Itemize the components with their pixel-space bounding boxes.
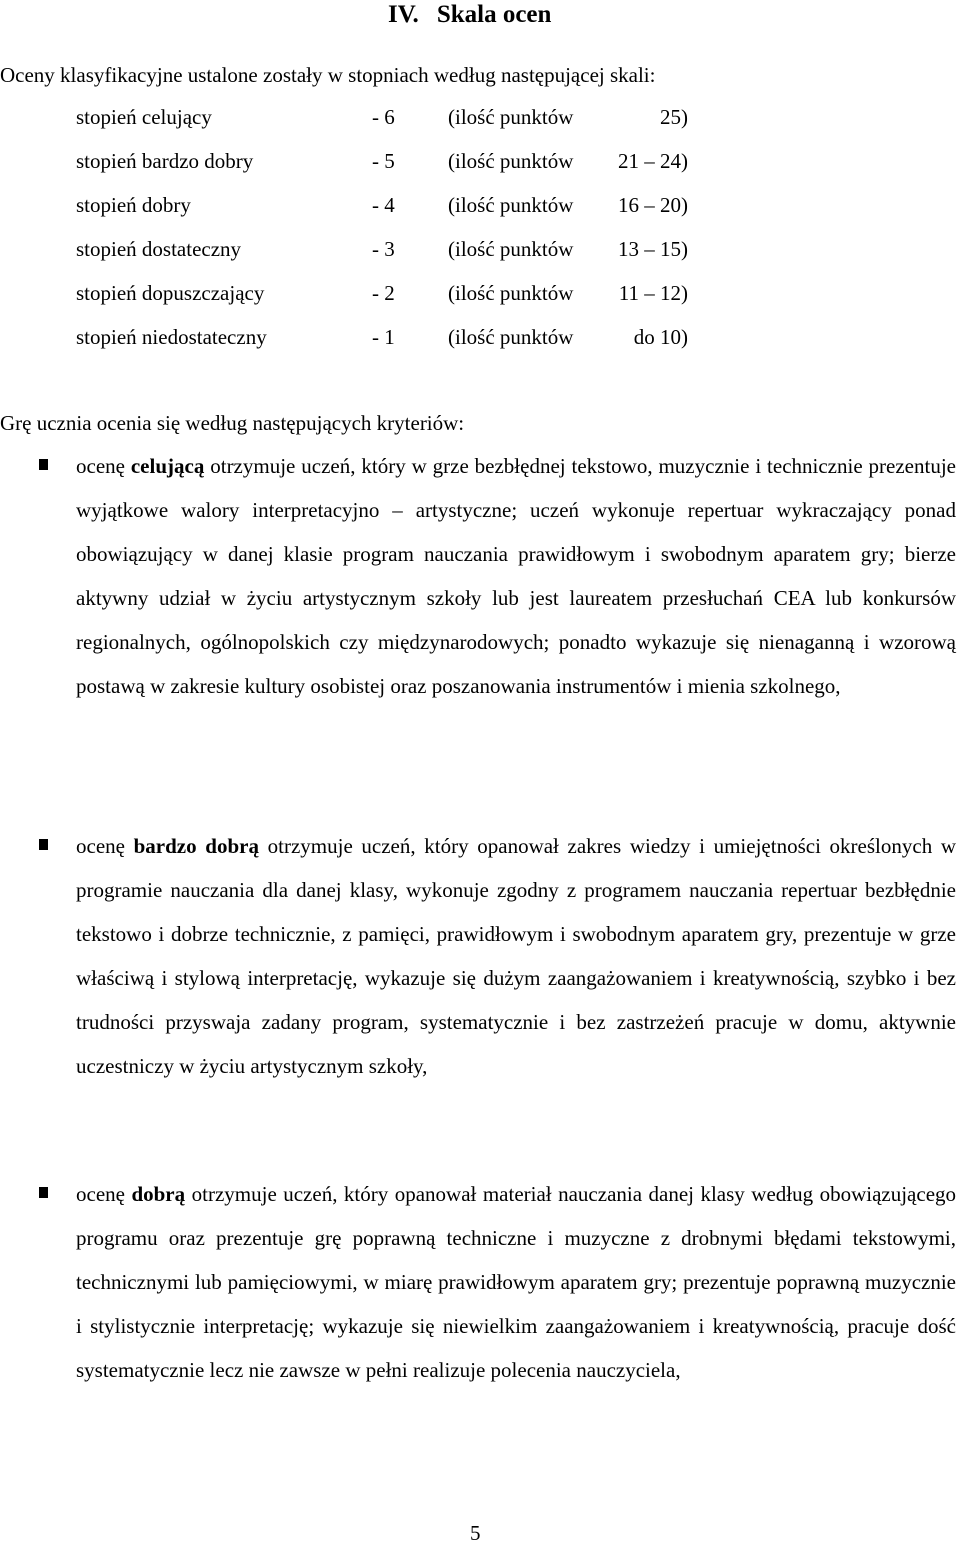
grade-value: - 2 (372, 281, 395, 305)
grade-points-label: (ilość punktów (448, 281, 574, 305)
criterion-lead: ocenę (76, 834, 125, 858)
criterion-grade: celującą (130, 454, 205, 478)
grade-name: stopień bardzo dobry (76, 149, 254, 173)
criterion-very-good (76, 824, 956, 1088)
grade-name: stopień dobry (76, 193, 191, 217)
grade-row (76, 324, 716, 368)
grade-row (76, 148, 716, 192)
criteria-intro: Grę ucznia ocenia się według następujących kryteriów: (0, 411, 465, 435)
grade-value: - 6 (372, 105, 395, 129)
grade-points: 21 – 24) (618, 149, 688, 173)
grade-row (76, 236, 716, 280)
grade-row (76, 104, 716, 148)
criterion-text: otrzymuje uczeń, który w grze bezbłędnej tekstowo, muzycznie i technicznie prezentuje wyjątkowe walory interpretacyjno – artystyczne; uczeń wykonuje repertuar wykraczający ponad obowiązujący w danej klasie program nauczania prawidłowym i swobodnym aparatem gry; bierze aktywny udział w życiu artystycznym szkoły lub jest laureatem przesłuchań CEA lub konkursów regionalnych, ogólnopolskich czy międzynarodowych; ponadto wykazuje się nienaganną i wzorową postawą w zakresie kultury osobistej oraz poszanowania instrumentów i mienia szkolnego, (76, 454, 956, 698)
criterion-good (76, 1172, 956, 1392)
grade-points: do 10) (633, 325, 688, 349)
square-bullet-icon (39, 459, 48, 470)
grade-points-label: (ilość punktów (448, 149, 574, 173)
grade-points: 25) (660, 105, 688, 129)
grade-name: stopień celujący (76, 105, 212, 129)
criterion-grade: bardzo dobrą (133, 834, 259, 858)
grade-value: - 1 (372, 325, 395, 349)
criterion-text: otrzymuje uczeń, który opanował materiał nauczania danej klasy według obowiązującego programu oraz prezentuje grę poprawną techniczne i muzyczne z drobnymi błędami tekstowymi, technicznymi lub pamięciowymi, w miarę prawidłowym aparatem gry; prezentuje poprawną muzycznie i stylistycznie interpretację; wykazuje się niewielkim zaangażowaniem i kreatywnością, pracuje dość systematycznie lecz nie zawsze w pełni realizuje polecenia nauczyciela, (76, 1182, 957, 1382)
criterion-lead: ocenę (76, 1182, 125, 1206)
square-bullet-icon (39, 1187, 48, 1198)
grade-points-label: (ilość punktów (448, 105, 574, 129)
section-title: Skala ocen (436, 1, 552, 28)
grade-value: - 4 (372, 193, 395, 217)
scale-intro: Oceny klasyfikacyjne ustalone zostały w stopniach według następującej skali: (0, 63, 656, 87)
grade-points: 16 – 20) (618, 193, 688, 217)
grade-row (76, 192, 716, 236)
grade-points: 13 – 15) (618, 237, 688, 261)
page-number: 5 (470, 1521, 481, 1545)
criterion-grade: dobrą (131, 1182, 186, 1206)
grade-value: - 3 (372, 237, 395, 261)
grade-row (76, 280, 716, 324)
grade-points-label: (ilość punktów (448, 325, 574, 349)
section-number: IV. (388, 1, 419, 28)
grade-points-label: (ilość punktów (448, 193, 574, 217)
criterion-text: otrzymuje uczeń, który opanował zakres wiedzy i umiejętności określonych w programie nauczania dla danej klasy, wykonuje zgodny z programem nauczania repertuar bezbłędnie tekstowo i dobrze technicznie, z pamięci, prawidłowym i swobodnym aparatem gry, prezentuje w grze właściwą i stylową interpretację, wykazuje się dużym zaangażowaniem i kreatywnością, szybko i bez trudności przyswaja zadany program, systematycznie i bez zastrzeżeń pracuje w domu, aktywnie uczestniczy w życiu artystycznym szkoły, (76, 834, 957, 1078)
square-bullet-icon (39, 839, 48, 850)
grade-name: stopień dopuszczający (76, 281, 265, 305)
grade-scale-list (76, 104, 716, 368)
grade-value: - 5 (372, 149, 395, 173)
grade-name: stopień dostateczny (76, 237, 242, 261)
criterion-lead: ocenę (76, 454, 125, 478)
grade-points: 11 – 12) (618, 281, 688, 305)
section-heading (388, 0, 551, 30)
grade-name: stopień niedostateczny (76, 325, 267, 349)
criterion-excellent (76, 444, 956, 708)
grade-points-label: (ilość punktów (448, 237, 574, 261)
